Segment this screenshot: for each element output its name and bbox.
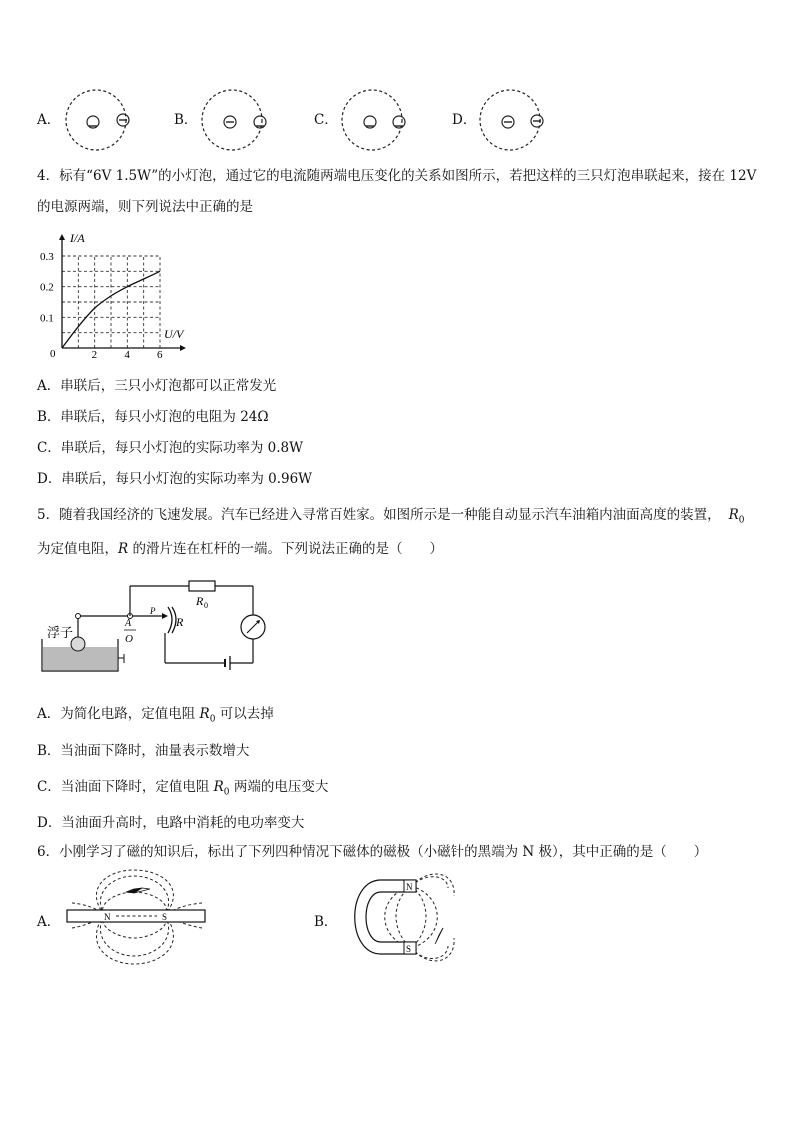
x-axis-arrow <box>180 345 186 351</box>
slider-label: P <box>150 606 156 616</box>
q3-option-d-label: D． <box>452 112 477 128</box>
horseshoe-s-pole: S <box>406 944 412 954</box>
q5-option-a-text: A．为简化电路，定值电阻 <box>37 706 200 722</box>
q5-option-a-post: 可以去掉 <box>215 706 274 722</box>
q4-option-c: C．串联后，每只小灯泡的实际功率为 0.8W <box>37 440 303 456</box>
q3-option-c-atom <box>336 85 411 155</box>
q3-option-c-label: C． <box>314 112 338 128</box>
float-ball <box>71 637 85 651</box>
y-tick-label: 0.3 <box>40 251 54 263</box>
q6-option-a-bar-magnet <box>62 868 212 968</box>
q5-option-d: D．当油面升高时，电路中消耗的电功率变大 <box>37 815 305 831</box>
chart-grid <box>62 256 160 348</box>
pivot-label: O <box>125 633 133 645</box>
q5-option-c <box>37 775 328 798</box>
q3-option-d-atom <box>474 85 549 155</box>
y-axis-arrow <box>59 234 65 240</box>
y-tick-label: 0.2 <box>40 281 54 294</box>
point-a-label: A <box>125 618 132 629</box>
q5-fuel-gauge-circuit <box>38 575 278 680</box>
bar-magnet <box>67 910 205 922</box>
x-axis-label: U/V <box>164 327 184 341</box>
q6-stem: 6．小刚学习了磁的知识后，标出了下列四种情况下磁体的磁极（小磁针的黑端为 N 极），其中正确的是（ ） <box>37 844 708 860</box>
slider-arrow <box>162 613 168 619</box>
q3-option-a-label: A． <box>37 112 61 128</box>
variable-resistor <box>168 607 172 633</box>
origin-label: 0 <box>50 348 56 360</box>
q4-stem-line2: 的电源两端，则下列说法中正确的是 <box>37 199 253 215</box>
q4-stem-line1: 4．标有“6V 1.5W”的小灯泡，通过它的电流随两端电压变化的关系如图所示，若把这样的三只灯泡串联起来，接在 12V <box>37 168 757 184</box>
q5-option-b: B．当油面下降时，油量表示数增大 <box>37 743 250 759</box>
q4-option-d: D．串联后，每只小灯泡的实际功率为 0.96W <box>37 471 313 487</box>
q5-r0-var: R <box>728 507 739 523</box>
q4-iu-chart <box>30 226 200 361</box>
q5-option-c-text: C．当油面下降时，定值电阻 <box>37 779 214 795</box>
q6-option-b-horseshoe-magnet <box>336 866 456 976</box>
r-label: R <box>176 615 184 629</box>
r0-sub-label: 0 <box>204 601 208 610</box>
x-tick-label: 4 <box>124 349 130 361</box>
q6-option-a-label: A． <box>37 914 61 930</box>
q5-r0-sub: 0 <box>738 515 745 526</box>
q5-line1-text: 5．随着我国经济的飞速发展。汽车已经进入寻常百姓家。如图所示是一种能自动显示汽车油箱内油面高度的装置， <box>37 507 721 523</box>
q5-option-a <box>37 702 274 725</box>
q3-option-b-label: B． <box>174 112 198 128</box>
q5-line2-pre: 为定值电阻， <box>37 541 118 557</box>
q5-option-c-post: 两端的电压变大 <box>229 779 329 795</box>
lever-joint <box>76 614 81 619</box>
q3-option-a-atom <box>60 85 135 155</box>
r0-label: R <box>196 594 204 608</box>
q5-stem-line1 <box>37 505 745 531</box>
x-tick-label: 6 <box>157 349 163 361</box>
horseshoe-n-pole: N <box>406 882 413 892</box>
y-axis-label: I/A <box>70 231 85 245</box>
q5-option-c-var: R <box>213 779 224 795</box>
q4-option-b: B．串联后，每只小灯泡的电阻为 24Ω <box>37 409 269 425</box>
q5-option-c-sub: 0 <box>223 787 230 798</box>
magnet-n-pole: N <box>104 912 111 922</box>
q5-r-var: R <box>118 541 129 557</box>
r0-resistor <box>189 581 215 591</box>
q5-stem-line2 <box>37 539 443 559</box>
q5-line2-post: 的滑片连在杠杆的一端。下列说法正确的是（ ） <box>128 541 443 557</box>
q4-option-a: A．串联后，三只小灯泡都可以正常发光 <box>37 378 277 394</box>
magnet-s-pole: S <box>162 912 168 922</box>
x-tick-label: 2 <box>91 349 98 361</box>
q3-option-b-atom <box>196 85 271 155</box>
q3-options <box>0 80 794 160</box>
q5-option-a-var: R <box>199 706 210 722</box>
q6-option-b-label: B． <box>314 914 338 930</box>
q5-option-a-sub: 0 <box>209 714 216 725</box>
float-label: 浮子 <box>47 625 74 640</box>
y-tick-label: 0.1 <box>40 312 54 325</box>
